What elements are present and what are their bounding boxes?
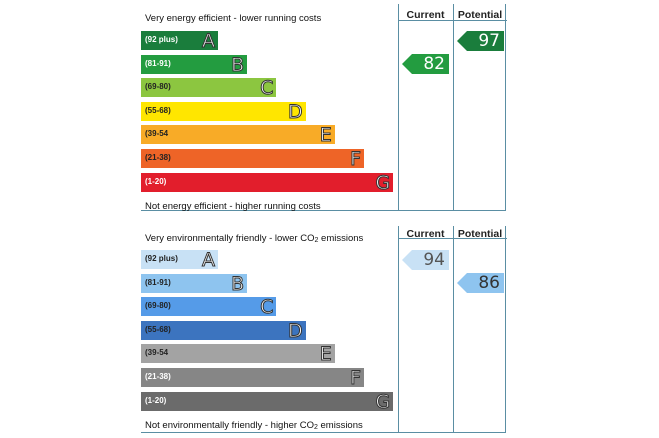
header-divider [398, 238, 507, 239]
current-rating-value: 94 [423, 249, 445, 270]
band-range-label: (69-80) [145, 301, 171, 311]
potential-rating-value: 97 [478, 30, 500, 51]
band-letter: B [231, 272, 245, 295]
current-rating-value: 82 [423, 54, 445, 75]
band-bar-c [141, 296, 276, 319]
band-range-label: (39-54 [145, 348, 169, 358]
band-range-label: (1-20) [145, 395, 167, 405]
band-letter: G [375, 390, 391, 413]
band-bar-e [141, 343, 335, 366]
band-letter: F [350, 148, 361, 170]
band-bar-d [141, 102, 306, 121]
column-divider-potential [453, 226, 454, 432]
band-range-label: (69-80) [145, 82, 171, 92]
band-bar-f [141, 149, 364, 168]
band-bar-b [141, 274, 247, 293]
header-divider [398, 20, 507, 21]
band-bar-f [141, 368, 364, 387]
top-caption-text: Very environmentally friendly - lower CO [145, 233, 315, 244]
co2-subscript: 2 [313, 424, 318, 431]
band-letter: G [375, 171, 391, 194]
band-range-label: (55-68) [145, 324, 171, 334]
top-caption-suffix: emissions [318, 233, 364, 244]
band-bar-g [141, 173, 393, 192]
bottom-caption: Not energy efficient - higher running costs [145, 201, 321, 212]
band-range-label: (39-54 [145, 129, 169, 139]
column-divider-current [398, 226, 399, 432]
potential-rating-arrow [457, 273, 504, 293]
band-bar-c [141, 77, 276, 100]
band-range-label: (55-68) [145, 105, 171, 115]
band-bar-g [141, 392, 393, 411]
band-range-label: (21-38) [145, 153, 171, 162]
top-caption [145, 233, 363, 244]
band-range-label: (1-20) [145, 176, 167, 186]
column-header-current: Current [406, 228, 445, 240]
energy-efficiency-chart [141, 0, 507, 214]
band-letter: F [350, 367, 361, 389]
potential-rating-value: 86 [478, 273, 500, 294]
bottom-caption-suffix: emissions [317, 420, 363, 431]
band-letter: C [260, 77, 274, 100]
band-range-label: (81-91) [145, 58, 171, 68]
current-rating-arrow [402, 250, 449, 270]
band-letter: C [260, 296, 274, 319]
band-range-label: (92 plus) [145, 254, 178, 263]
potential-rating-arrow [457, 31, 504, 51]
environmental-impact-chart [141, 222, 507, 436]
column-header-potential: Potential [457, 228, 503, 240]
column-divider-potential [453, 4, 454, 210]
band-bar-d [141, 321, 306, 340]
band-bar-e [141, 124, 335, 147]
band-letter: E [319, 124, 332, 147]
column-header-potential: Potential [457, 9, 503, 21]
band-bar-a [141, 250, 218, 269]
column-header-current: Current [406, 9, 445, 21]
band-letter: D [287, 100, 303, 123]
band-range-label: (92 plus) [145, 35, 178, 44]
co2-subscript: 2 [314, 237, 319, 244]
current-rating-arrow [402, 54, 449, 74]
band-range-label: (21-38) [145, 372, 171, 381]
band-bar-a [141, 31, 218, 50]
top-caption: Very energy efficient - lower running costs [145, 13, 322, 24]
band-bar-b [141, 55, 247, 74]
bottom-caption-text: Not environmentally friendly - higher CO [145, 420, 314, 431]
band-letter: E [319, 343, 332, 366]
band-letter: A [202, 249, 215, 271]
bottom-caption [145, 420, 363, 431]
band-letter: A [202, 30, 215, 52]
band-letter: B [231, 53, 245, 76]
band-range-label: (81-91) [145, 277, 171, 287]
column-divider-current [398, 4, 399, 210]
band-letter: D [287, 319, 303, 342]
